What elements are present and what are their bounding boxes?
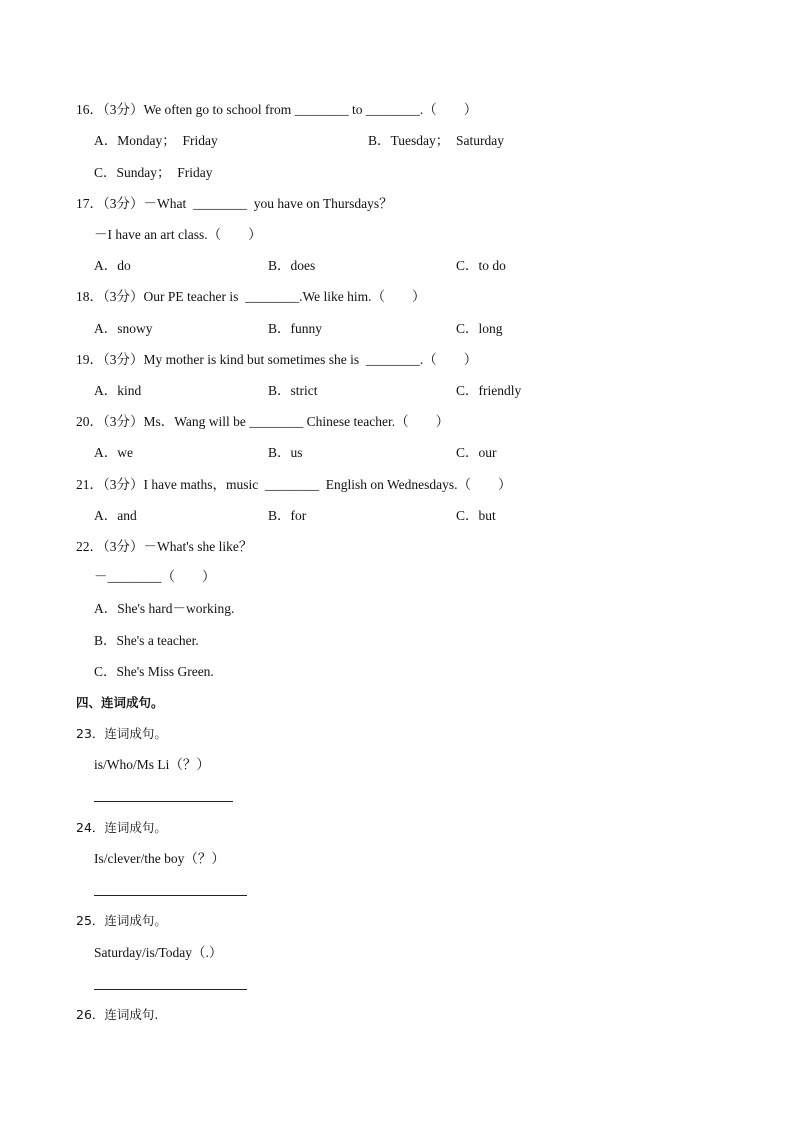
question-16-option-a[interactable]: A．Monday； Friday [94, 133, 218, 148]
question-25-words: Saturday/is/Today（.） [94, 945, 223, 960]
question-25-stem: 25．连词成句。 [76, 913, 167, 928]
question-22-option-a[interactable]: A．She's hard－working. [94, 601, 235, 616]
question-18-option-a[interactable]: A．snowy [94, 321, 153, 336]
question-16-option-b[interactable]: B．Tuesday； Saturday [368, 133, 505, 148]
question-20-option-a[interactable]: A．we [94, 445, 133, 460]
question-17-stem: 17．（3分）－What ________ you have on Thursdays？ [76, 196, 393, 211]
question-21-option-a[interactable]: A．and [94, 508, 137, 523]
question-18-option-c[interactable]: C．long [456, 321, 503, 336]
question-17-option-a[interactable]: A．do [94, 258, 131, 273]
question-25-answer-line[interactable] [94, 989, 247, 990]
question-16-option-c[interactable]: C．Sunday； Friday [94, 165, 213, 180]
question-19-option-a[interactable]: A．kind [94, 383, 142, 398]
section-4-heading: 四、连词成句。 [76, 695, 164, 710]
question-22-stem: 22．（3分）－What's she like？ [76, 539, 253, 554]
question-22-reply: －________（ ） [94, 569, 216, 584]
question-23-stem: 23．连词成句。 [76, 726, 167, 741]
question-19-option-b[interactable]: B．strict [268, 383, 318, 398]
question-17-reply: －I have an art class.（ ） [94, 227, 262, 242]
question-20-option-c[interactable]: C．our [456, 445, 497, 460]
question-17-option-c[interactable]: C．to do [456, 258, 506, 273]
question-18-stem: 18．（3分）Our PE teacher is ________.We like him.（ ） [76, 289, 426, 304]
question-23-words: is/Who/Ms Li（？） [94, 757, 210, 772]
question-24-stem: 24．连词成句。 [76, 820, 167, 835]
question-21-stem: 21．（3分）I have maths，music ________ English on Wednesdays.（ ） [76, 477, 512, 492]
question-16-stem: 16．（3分）We often go to school from ________ to ________.（ ） [76, 102, 478, 117]
question-19-option-c[interactable]: C．friendly [456, 383, 522, 398]
question-21-option-c[interactable]: C．but [456, 508, 496, 523]
question-24-words: Is/clever/the boy（？） [94, 851, 225, 866]
question-26-stem: 26．连词成句. [76, 1007, 159, 1022]
question-18-option-b[interactable]: B．funny [268, 321, 322, 336]
question-17-option-b[interactable]: B．does [268, 258, 316, 273]
question-21-option-b[interactable]: B．for [268, 508, 307, 523]
question-23-answer-line[interactable] [94, 801, 233, 802]
question-22-option-c[interactable]: C．She's Miss Green. [94, 664, 214, 679]
question-19-stem: 19．（3分）My mother is kind but sometimes she is ________.（ ） [76, 352, 478, 367]
question-20-option-b[interactable]: B．us [268, 445, 303, 460]
question-22-option-b[interactable]: B．She's a teacher. [94, 633, 199, 648]
question-20-stem: 20．（3分）Ms．Wang will be ________ Chinese teacher.（ ） [76, 414, 450, 429]
question-24-answer-line[interactable] [94, 895, 247, 896]
